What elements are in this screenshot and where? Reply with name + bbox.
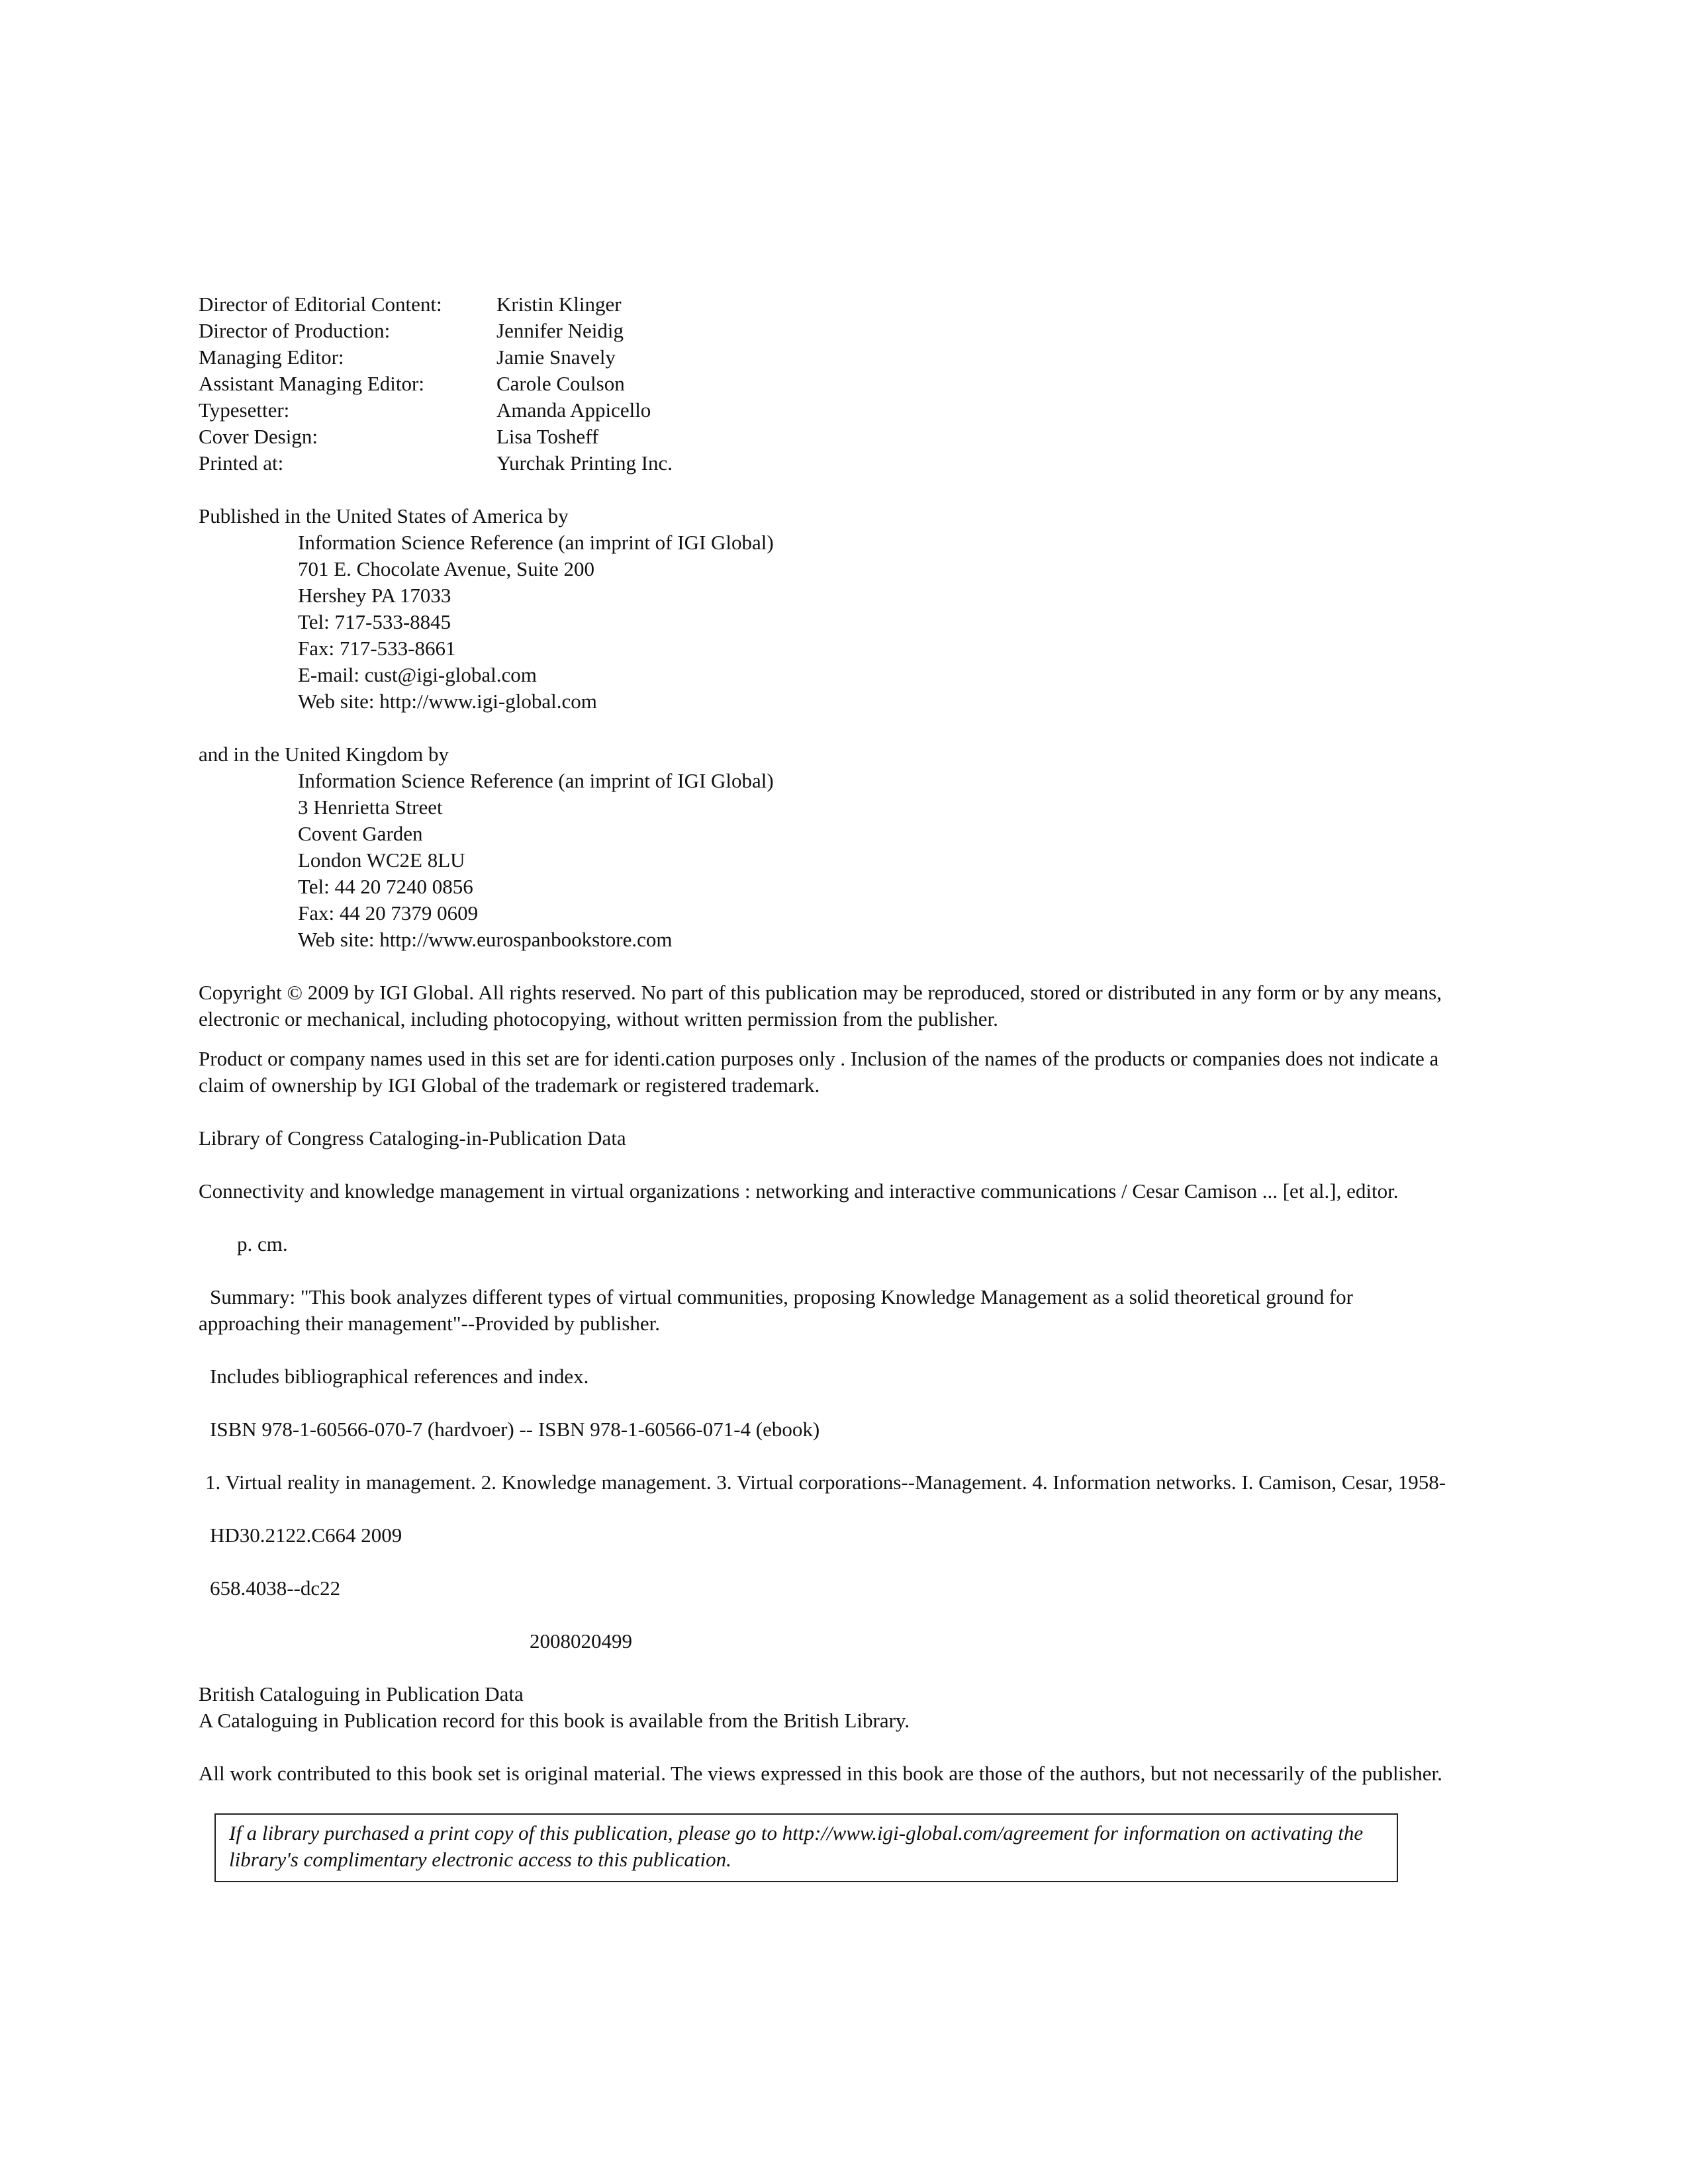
copyright-notice: Copyright © 2009 by IGI Global. All rights reserved. No part of this publication may be reproduced, stored or distributed in any form or by any means, electronic or mechanical, including photocopying, without written permission from the publisher. bbox=[199, 981, 1442, 1030]
british-cip-text: A Cataloguing in Publication record for this book is available from the British Library. bbox=[199, 1709, 910, 1732]
credit-name: Kristin Klinger bbox=[496, 293, 622, 316]
lc-cip-block bbox=[199, 1125, 1456, 1655]
credit-name: Yurchak Printing Inc. bbox=[496, 451, 673, 475]
credit-role: Assistant Managing Editor: bbox=[199, 372, 424, 395]
us-publisher-website: Web site: http://www.igi-global.com bbox=[298, 690, 597, 713]
uk-publisher-line: Fax: 44 20 7379 0609 bbox=[298, 901, 479, 925]
british-cip-heading: British Cataloguing in Publication Data bbox=[199, 1682, 524, 1706]
credits-row bbox=[199, 397, 1456, 424]
trademark-notice: Product or company names used in this set are for identi.cation purposes only . Inclusion of the names of the products or companies does not indicate a claim of ownership by IGI Global of the trademark or registered trademark. bbox=[199, 1047, 1439, 1097]
original-material-notice: All work contributed to this book set is original material. The views expressed in this book are those of the authors, but not necessarily of the publisher. bbox=[199, 1762, 1442, 1785]
cip-lccn: 2008020499 bbox=[530, 1629, 632, 1653]
credits-row bbox=[199, 344, 1456, 371]
credit-role: Cover Design: bbox=[199, 425, 318, 448]
cip-isbn: ISBN 978-1-60566-070-7 (hardvoer) -- ISBN 978-1-60566-071-4 (ebook) bbox=[210, 1418, 820, 1441]
credits-list bbox=[199, 291, 1456, 477]
library-access-notice bbox=[214, 1813, 1398, 1882]
uk-publisher-intro: and in the United Kingdom by bbox=[199, 743, 449, 766]
uk-publisher-website: Web site: http://www.eurospanbookstore.com bbox=[298, 928, 673, 951]
uk-publisher-line: Covent Garden bbox=[298, 822, 423, 845]
credit-role: Printed at: bbox=[199, 451, 284, 475]
uk-publisher-line: London WC2E 8LU bbox=[298, 848, 465, 872]
cip-subjects: 1. Virtual reality in management. 2. Knowledge management. 3. Virtual corporations--Management. 4. Information networks. I. Camison, Cesar, 1958- bbox=[205, 1471, 1446, 1494]
cip-summary: Summary: "This book analyzes different types of virtual communities, proposing Knowledge Management as a solid theoretical ground for approaching their management"--Provided by publisher. bbox=[199, 1285, 1354, 1335]
credit-role: Typesetter: bbox=[199, 398, 290, 422]
us-publisher-line: Fax: 717-533-8661 bbox=[298, 637, 456, 660]
lc-cip-heading: Library of Congress Cataloging-in-Publication Data bbox=[199, 1126, 626, 1150]
us-publisher-block bbox=[199, 503, 1456, 715]
cip-dewey: 658.4038--dc22 bbox=[210, 1576, 341, 1600]
credit-name: Jennifer Neidig bbox=[496, 319, 624, 342]
uk-publisher-line: 3 Henrietta Street bbox=[298, 796, 443, 819]
library-access-text: If a library purchased a print copy of this publication, please go to http://www.igi-global.com/agreement for information on activating the library's complimentary electronic access to this publication. bbox=[229, 1821, 1364, 1871]
credits-row bbox=[199, 424, 1456, 450]
us-publisher-line: Hershey PA 17033 bbox=[298, 584, 451, 607]
credits-row bbox=[199, 371, 1456, 397]
credit-name: Lisa Tosheff bbox=[496, 425, 599, 448]
uk-publisher-block bbox=[199, 741, 1456, 953]
credit-name: Jamie Snavely bbox=[496, 345, 616, 369]
cip-pcm: p. cm. bbox=[237, 1232, 288, 1255]
us-publisher-intro: Published in the United States of America by bbox=[199, 504, 569, 527]
cip-lc-class: HD30.2122.C664 2009 bbox=[210, 1524, 402, 1547]
cip-biblio: Includes bibliographical references and index. bbox=[210, 1365, 589, 1388]
uk-publisher-line: Tel: 44 20 7240 0856 bbox=[298, 875, 473, 898]
us-publisher-email: E-mail: cust@igi-global.com bbox=[298, 663, 537, 686]
uk-publisher-line: Information Science Reference (an imprint of IGI Global) bbox=[298, 769, 774, 792]
credit-role: Managing Editor: bbox=[199, 345, 344, 369]
credits-row bbox=[199, 450, 1456, 477]
credit-name: Amanda Appicello bbox=[496, 398, 651, 422]
us-publisher-line: Information Science Reference (an imprint of IGI Global) bbox=[298, 531, 774, 554]
copyright-page bbox=[199, 291, 1456, 1882]
credits-row bbox=[199, 291, 1456, 318]
us-publisher-line: Tel: 717-533-8845 bbox=[298, 610, 451, 633]
us-publisher-line: 701 E. Chocolate Avenue, Suite 200 bbox=[298, 557, 594, 580]
credits-row bbox=[199, 318, 1456, 344]
credit-role: Director of Production: bbox=[199, 319, 391, 342]
credit-name: Carole Coulson bbox=[496, 372, 625, 395]
credit-role: Director of Editorial Content: bbox=[199, 293, 442, 316]
british-cip-block bbox=[199, 1681, 1456, 1734]
cip-title: Connectivity and knowledge management in virtual organizations : networking and interactive communications / Cesar Camison ... [et al.], editor. bbox=[199, 1179, 1399, 1203]
